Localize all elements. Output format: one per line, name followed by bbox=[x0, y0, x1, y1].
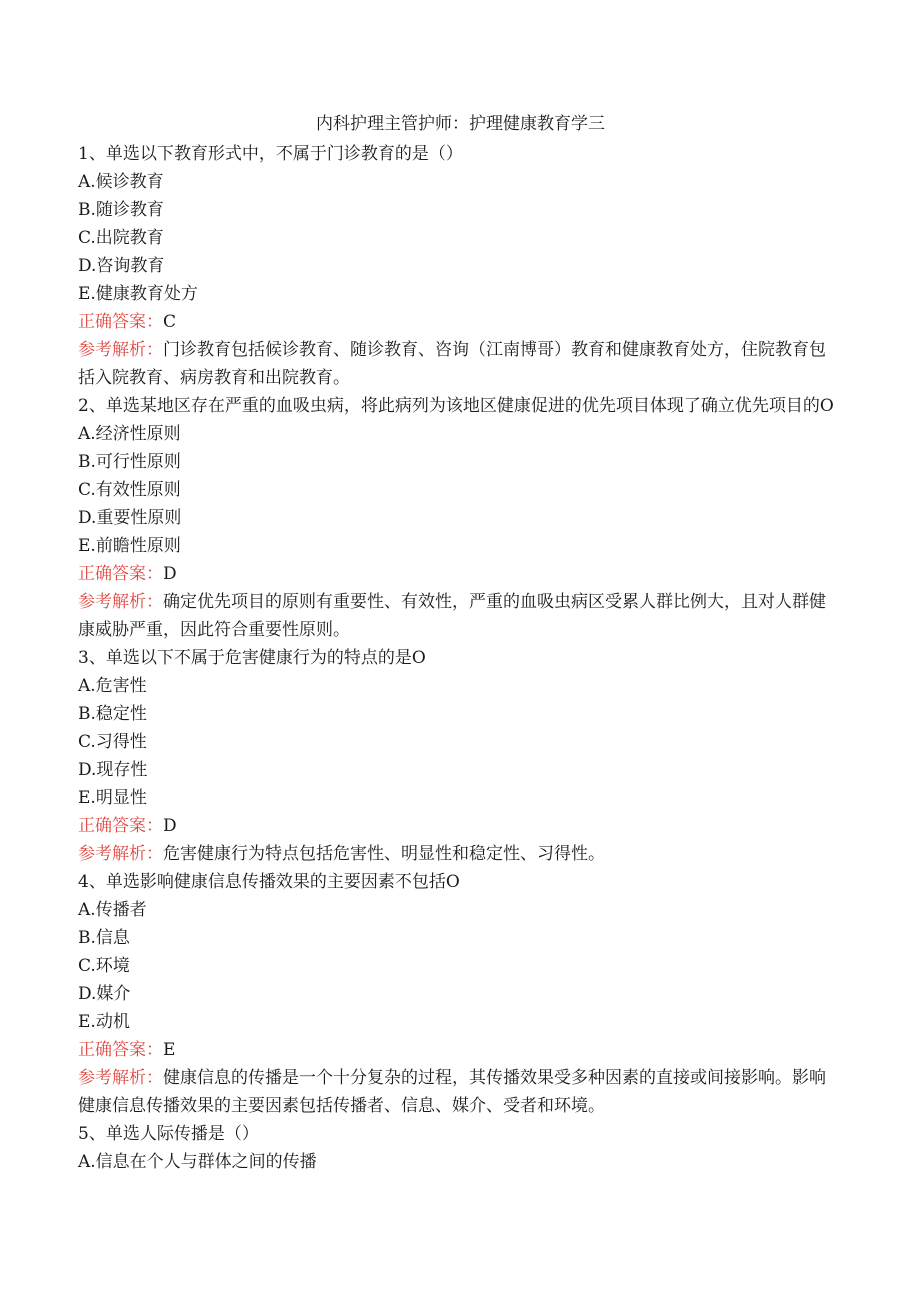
option-e: E.明显性 bbox=[78, 788, 147, 808]
option-c: C.有效性原则 bbox=[78, 480, 181, 500]
analysis-line bbox=[78, 840, 838, 868]
answer-line bbox=[78, 308, 838, 336]
option-d: D.咨询教育 bbox=[78, 256, 165, 276]
option-b: B.可行性原则 bbox=[78, 452, 181, 472]
option-a: A.经济性原则 bbox=[78, 424, 181, 444]
answer-label: 正确答案： bbox=[78, 1040, 163, 1060]
option-b: B.稳定性 bbox=[78, 704, 147, 724]
option-d: D.现存性 bbox=[78, 760, 148, 780]
option-d: D.媒介 bbox=[78, 984, 131, 1004]
question-stem: 2、单选某地区存在严重的血吸虫病，将此病列为该地区健康促进的优先项目体现了确立优先项目的O bbox=[78, 396, 834, 416]
analysis-line bbox=[78, 1064, 838, 1120]
option-c: C.出院教育 bbox=[78, 228, 164, 248]
option-e: E.健康教育处方 bbox=[78, 284, 198, 304]
answer-value: D bbox=[163, 564, 177, 584]
option-d: D.重要性原则 bbox=[78, 508, 182, 528]
question-3 bbox=[78, 644, 838, 868]
answer-line bbox=[78, 812, 838, 840]
option-a: A.信息在个人与群体之间的传播 bbox=[78, 1152, 317, 1172]
option-c: C.习得性 bbox=[78, 732, 147, 752]
answer-value: C bbox=[163, 312, 177, 332]
analysis-label: 参考解析： bbox=[78, 844, 163, 864]
option-b: B.随诊教育 bbox=[78, 200, 164, 220]
analysis-label: 参考解析： bbox=[78, 592, 163, 612]
option-b: B.信息 bbox=[78, 928, 130, 948]
option-e: E.前瞻性原则 bbox=[78, 536, 181, 556]
answer-label: 正确答案： bbox=[78, 564, 163, 584]
question-stem: 5、单选人际传播是（） bbox=[78, 1124, 259, 1144]
question-4 bbox=[78, 868, 838, 1120]
analysis-label: 参考解析： bbox=[78, 1068, 163, 1088]
answer-line bbox=[78, 1036, 838, 1064]
question-stem: 1、单选以下教育形式中，不属于门诊教育的是（） bbox=[78, 144, 463, 164]
option-a: A.危害性 bbox=[78, 676, 147, 696]
answer-label: 正确答案： bbox=[78, 816, 163, 836]
question-1 bbox=[78, 140, 838, 392]
question-stem: 3、单选以下不属于危害健康行为的特点的是O bbox=[78, 648, 426, 668]
analysis-text: 确定优先项目的原则有重要性、有效性，严重的血吸虫病区受累人群比例大，且对人群健康威胁严重，因此符合重要性原则。 bbox=[78, 592, 826, 640]
answer-line bbox=[78, 560, 838, 588]
answer-label: 正确答案： bbox=[78, 312, 163, 332]
analysis-text: 危害健康行为特点包括危害性、明显性和稳定性、习得性。 bbox=[163, 844, 605, 864]
option-a: A.传播者 bbox=[78, 900, 147, 920]
analysis-label: 参考解析： bbox=[78, 340, 163, 360]
question-5 bbox=[78, 1120, 838, 1176]
option-a: A.候诊教育 bbox=[78, 172, 164, 192]
analysis-line bbox=[78, 588, 838, 644]
question-2 bbox=[78, 392, 838, 644]
option-c: C.环境 bbox=[78, 956, 130, 976]
option-e: E.动机 bbox=[78, 1012, 130, 1032]
analysis-text: 门诊教育包括候诊教育、随诊教育、咨询（江南博哥）教育和健康教育处方，住院教育包括入院教育、病房教育和出院教育。 bbox=[78, 340, 826, 388]
document-title: 内科护理主管护师：护理健康教育学三 bbox=[316, 114, 605, 134]
analysis-line bbox=[78, 336, 838, 392]
answer-value: D bbox=[163, 816, 177, 836]
document-page bbox=[78, 110, 838, 1176]
answer-value: E bbox=[163, 1040, 176, 1060]
question-stem: 4、单选影响健康信息传播效果的主要因素不包括O bbox=[78, 872, 460, 892]
analysis-text: 健康信息的传播是一个十分复杂的过程，其传播效果受多种因素的直接或间接影响。影响健康信息传播效果的主要因素包括传播者、信息、媒介、受者和环境。 bbox=[78, 1068, 826, 1116]
